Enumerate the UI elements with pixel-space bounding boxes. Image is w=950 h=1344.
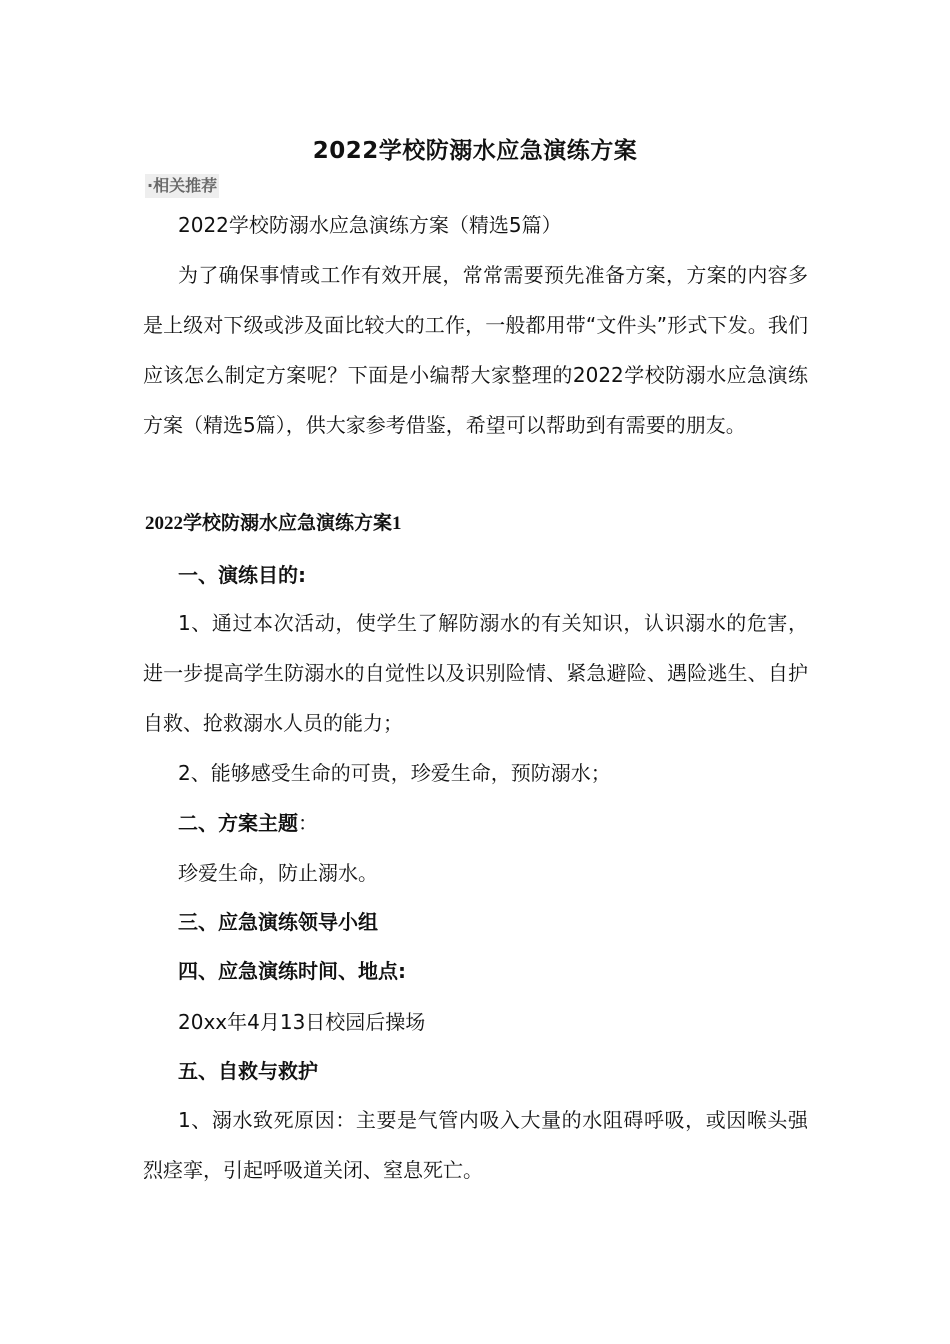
section-heading: 2022学校防溺水应急演练方案1 [145, 513, 402, 534]
rescue-item-1: 1、溺水致死原因：主要是气管内吸入大量的水阻碍呼吸，或因喉头强烈痉挛，引起呼吸道关闭、窒息死亡。 [143, 1108, 808, 1182]
heading-theme-colon: ： [298, 811, 318, 835]
heading-rescue: 五、自救与救护 [178, 1059, 318, 1083]
heading-theme: 二、方案主题 [178, 811, 298, 835]
time-place-text: 20xx年4月13日校园后操场 [178, 1010, 426, 1034]
document-title: 2022学校防溺水应急演练方案 [312, 138, 638, 164]
heading-purpose: 一、演练目的: [178, 563, 306, 587]
document-subtitle: 2022学校防溺水应急演练方案（精选5篇） [178, 213, 562, 237]
purpose-item-2: 2、能够感受生命的可贵，珍爱生命，预防溺水； [178, 761, 611, 785]
heading-time-place: 四、应急演练时间、地点: [178, 959, 406, 983]
heading-theme-row [178, 809, 318, 837]
heading-leadership: 三、应急演练领导小组 [178, 910, 378, 934]
theme-text: 珍爱生命，防止溺水。 [178, 861, 378, 885]
purpose-item-1: 1、通过本次活动，使学生了解防溺水的有关知识，认识溺水的危害，进一步提高学生防溺水的自觉性以及识别险情、紧急避险、遇险逃生、自护自救、抢救溺水人员的能力； [143, 611, 808, 735]
intro-paragraph: 为了确保事情或工作有效开展，常常需要预先准备方案，方案的内容多是上级对下级或涉及面比较大的工作，一般都用带“文件头”形式下发。我们应该怎么制定方案呢？下面是小编帮大家整理的2022学校防溺水应急演练方案（精选5篇），供大家参考借鉴，希望可以帮助到有需要的朋友。 [143, 263, 808, 437]
related-recommendation-tag[interactable]: ·相关推荐 [145, 174, 219, 198]
